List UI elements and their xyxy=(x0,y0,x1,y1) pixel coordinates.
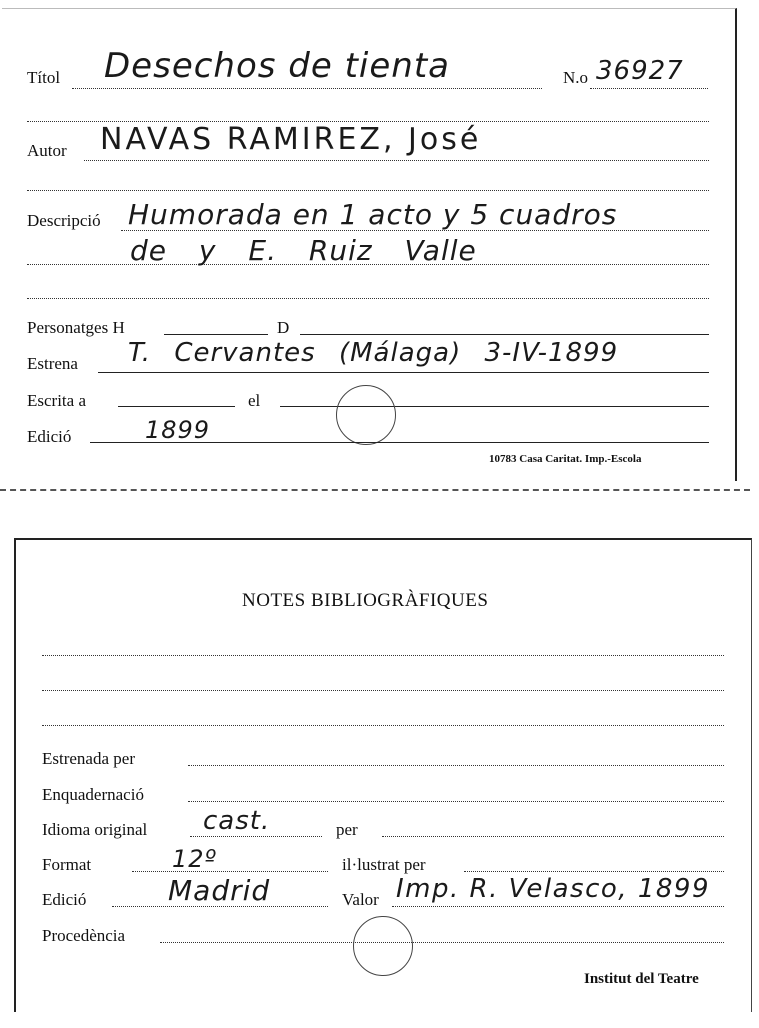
number-line xyxy=(590,88,708,89)
descripcio-value-2: de y E. Ruiz Valle xyxy=(130,234,477,267)
format-label: Format xyxy=(42,855,92,874)
number-label: N.o xyxy=(563,68,589,87)
idioma-per-label: per xyxy=(336,820,358,839)
illustrat-label: il·lustrat per xyxy=(342,855,426,874)
procedencia-label: Procedència xyxy=(42,926,126,945)
valor-value: Imp. R. Velasco, 1899 xyxy=(396,874,710,904)
personatges-d-label: D xyxy=(277,318,290,337)
estrena-line xyxy=(98,372,709,373)
descripcio-value-1: Humorada en 1 acto y 5 cuadros xyxy=(128,198,618,231)
enquadernacio-line xyxy=(188,801,724,802)
blank-line xyxy=(27,298,709,299)
valor-label: Valor xyxy=(342,890,379,909)
idioma-value: cast. xyxy=(203,806,271,836)
estrenada-line xyxy=(188,765,724,766)
format-line xyxy=(132,871,328,872)
autor-label: Autor xyxy=(27,141,67,160)
descripcio-label: Descripció xyxy=(27,211,101,230)
notes-heading: NOTES BIBLIOGRÀFIQUES xyxy=(242,590,489,611)
valor-line xyxy=(392,906,724,907)
edicio-label: Edició xyxy=(27,427,72,446)
printer-imprint: 10783 Casa Caritat. Imp.-Escola xyxy=(489,453,642,465)
punch-hole-icon xyxy=(353,916,413,976)
edicio-value: 1899 xyxy=(145,416,211,444)
card-separator xyxy=(0,489,750,491)
escrita-el-label: el xyxy=(248,391,261,410)
edicio-bottom-label: Edició xyxy=(42,890,87,909)
titol-line xyxy=(72,88,542,89)
format-value: 12º xyxy=(172,845,217,873)
escrita-label: Escrita a xyxy=(27,391,86,410)
personatges-label: Personatges H xyxy=(27,318,125,337)
escrita-a-line xyxy=(118,406,235,407)
enquadernacio-label: Enquadernació xyxy=(42,785,144,804)
number-value: 36927 xyxy=(596,56,684,86)
notes-line-1 xyxy=(42,655,724,656)
titol-value: Desechos de tienta xyxy=(104,46,451,86)
punch-hole-icon xyxy=(336,385,396,445)
edicio-bottom-value: Madrid xyxy=(168,874,271,907)
institution-imprint: Institut del Teatre xyxy=(584,971,699,987)
idioma-per-line xyxy=(382,836,724,837)
notes-line-3 xyxy=(42,725,724,726)
illustrat-line xyxy=(464,871,724,872)
personatges-d-line xyxy=(300,334,709,335)
autor-line xyxy=(84,160,709,161)
estrena-value: T. Cervantes (Málaga) 3-IV-1899 xyxy=(128,338,619,368)
estrena-label: Estrena xyxy=(27,354,78,373)
notes-line-2 xyxy=(42,690,724,691)
personatges-h-line xyxy=(164,334,268,335)
estrenada-label: Estrenada per xyxy=(42,749,135,768)
procedencia-line xyxy=(160,942,724,943)
blank-line xyxy=(27,190,709,191)
autor-value: NAVAS RAMIREZ, José xyxy=(100,122,482,157)
titol-label: Títol xyxy=(27,68,61,87)
idioma-line xyxy=(190,836,322,837)
idioma-label: Idioma original xyxy=(42,820,148,839)
